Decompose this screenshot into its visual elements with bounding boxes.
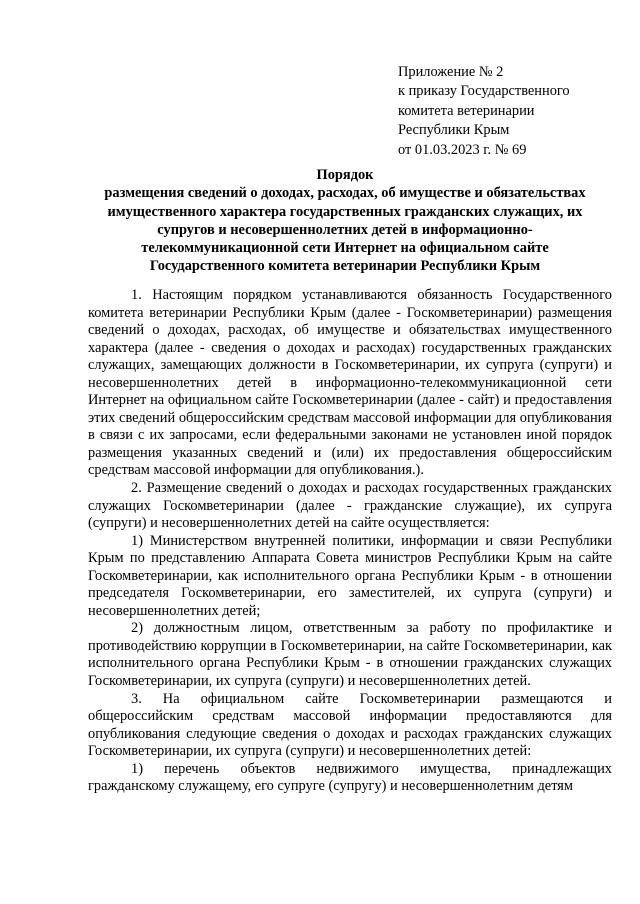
- appendix-republic: Республики Крым: [398, 122, 510, 139]
- title-line: Порядок: [316, 167, 374, 183]
- appendix-date-number: от 01.03.2023 г. № 69: [398, 141, 527, 158]
- appendix-number: Приложение № 2: [398, 64, 504, 80]
- title-line: имущественного характера государственных гражданских служащих, их: [107, 203, 583, 220]
- paragraph-3-item-1: 1) перечень объектов недвижимого имущества, принадлежащих гражданскому служащему, его супруге (супругу) и несовершеннолетним детям: [88, 760, 612, 795]
- paragraph-2-item-2: 2) должностным лицом, ответственным за работу по профилактике и противодействию коррупции в Госкомветеринарии, на сайте Госкомветеринарии, как исполнительного органа Республики Крым - в отношении гражданских служащих Госкомветеринарии, их супруга (супруги) и несовершеннолетних детей.: [88, 620, 612, 690]
- title-line: Государственного комитета ветеринарии Республики Крым: [149, 258, 541, 275]
- appendix-header: [398, 63, 618, 160]
- paragraph-3: 3. На официальном сайте Госкомветеринарии размещаются и общероссийским средствам массовой информации предоставляются для опубликования следующие сведения о доходах и расходах гражданских служащих Госкомветеринарии, их супруга (супруги) и несовершеннолетних детей:: [88, 690, 612, 760]
- appendix-committee: комитета ветеринарии: [398, 102, 535, 119]
- title-line: супругов и несовершеннолетних детей в информационно-: [157, 221, 533, 238]
- title-line: телекоммуникационной сети Интернет на официальном сайте: [141, 240, 549, 257]
- document-body: [88, 287, 612, 796]
- paragraph-2-item-1: 1) Министерством внутренней политики, информации и связи Республики Крым по представлению Аппарата Совета министров Республики Крым на сайте Госкомветеринарии, как исполнительного органа Республики Крым - в отношении председателя Госкомветеринарии, его заместителей, их супруга (супруги) и несовершеннолетних детей;: [88, 532, 612, 619]
- paragraph-1: 1. Настоящим порядком устанавливаются обязанность Государственного комитета ветеринарии Республики Крым (далее - Госкомветеринарии) размещения сведений о доходах, расходах, об имуществе и обязательствах имущественного характера (далее - сведения о доходах и расходах) государственных гражданских служащих, замещающих должности в Госкомветеринарии, их супруга (супруги) и несовершеннолетних детей в информационно-телекоммуникационной сети Интернет на официальном сайте Госкомветеринарии (далее - сайт) и предоставления этих сведений общероссийским средствам массовой информации для опубликования в связи с их запросами, если федеральными законами не установлен иной порядок размещения указанных сведений и (или) их предоставления общероссийским средствам массовой информации для опубликования.).: [88, 287, 612, 479]
- appendix-order-ref: к приказу Государственного: [398, 83, 570, 100]
- title-line: размещения сведений о доходах, расходах, об имуществе и обязательствах: [104, 185, 586, 202]
- document-title: [80, 166, 610, 276]
- paragraph-2: 2. Размещение сведений о доходах и расходах государственных гражданских служащих Госкомветеринарии (далее - гражданские служащие), их супруга (супруги) и несовершеннолетних детей на сайте осуществляется:: [88, 480, 612, 532]
